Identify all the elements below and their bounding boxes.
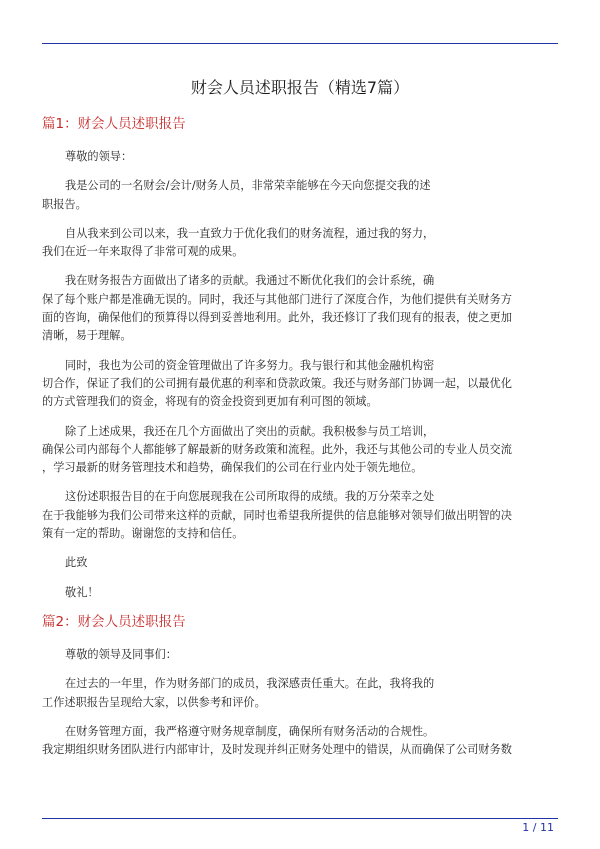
paragraph-line: 我是公司的一名财会/会计/财务人员，非常荣幸能够在今天向您提交我的述 [65, 179, 431, 193]
paragraph-line: 工作述职报告呈现给大家，以供参考和评价。 [42, 695, 266, 709]
paragraph-line: 同时，我也为公司的资金管理做出了许多努力。我与银行和其他金融机构密 [65, 358, 435, 372]
paragraph [42, 675, 558, 712]
paragraph-line: 除了上述成果，我还在几个方面做出了突出的贡献。我积极参与员工培训， [65, 424, 435, 438]
paragraph-line: 敬礼！ [65, 585, 99, 599]
paragraph [42, 423, 558, 478]
paragraph-line: ，学习最新的财务管理技术和趋势，确保我们的公司在行业内处于领先地位。 [42, 461, 423, 475]
paragraph-line: 清晰，易于理解。 [42, 329, 132, 343]
paragraph [42, 177, 558, 214]
paragraph [42, 225, 558, 262]
paragraph-line: 尊敬的领导及同事们： [65, 647, 177, 661]
paragraph-line: 保了每个账户都是准确无误的。同时，我还与其他部门进行了深度合作，为他们提供有关财务方 [42, 292, 512, 306]
paragraph-line: 自从我来到公司以来，我一直致力于优化我们的财务流程，通过我的努力， [65, 226, 435, 240]
paragraph [42, 584, 558, 602]
paragraph [42, 148, 558, 166]
paragraph [42, 554, 558, 572]
paragraph-line: 这份述职报告目的在于向您展现我在公司所取得的成绩。我的万分荣幸之处 [65, 490, 435, 504]
paragraph-line: 确保公司内部每个人都能够了解最新的财务政策和流程。此外，我还与其他公司的专业人员交流 [42, 442, 512, 456]
paragraph-line: 面的咨询，确保他们的预算得以得到妥善地利用。此外，我还修订了我们现有的报表，使之更加 [42, 311, 512, 325]
paragraph-line: 切合作，保证了我们的公司拥有最优惠的利率和贷款政策。我还与财务部门协调一起，以最优化 [42, 376, 512, 390]
paragraph [42, 488, 558, 543]
section-heading: 篇2：财会人员述职报告 [42, 613, 186, 630]
paragraph [42, 357, 558, 412]
paragraph-line: 职报告。 [42, 197, 87, 211]
paragraph-line: 的方式管理我们的资金，将现有的资金投资到更加有利可图的领域。 [42, 395, 378, 409]
document-title: 财会人员述职报告（精选7篇） [190, 78, 410, 97]
paragraph-line: 我定期组织财务团队进行内部审计，及时发现并纠正财务处理中的错误，从而确保了公司财务数 [42, 743, 512, 757]
paragraph-line: 在财务管理方面，我严格遵守财务规章制度，确保所有财务活动的合规性。 [65, 724, 435, 738]
page-number: 1 / 11 [522, 821, 554, 834]
paragraph [42, 272, 558, 345]
paragraph-line: 策有一定的帮助。谢谢您的支持和信任。 [42, 527, 244, 541]
paragraph-line: 我在财务报告方面做出了诸多的贡献。我通过不断优化我们的会计系统，确 [65, 274, 435, 288]
footer-rule [42, 818, 558, 819]
paragraph-line: 在于我能够为我们公司带来这样的贡献，同时也希望我所提供的信息能够对领导们做出明智的决 [42, 508, 512, 522]
header-rule [42, 43, 558, 44]
paragraph-line: 在过去的一年里，作为财务部门的成员，我深感责任重大。在此，我将我的 [65, 677, 435, 691]
paragraph-line: 尊敬的领导： [65, 150, 133, 163]
document-body [42, 115, 558, 770]
paragraph [42, 723, 558, 760]
paragraph [42, 646, 558, 664]
paragraph-line: 我们在近一年来取得了非常可观的成果。 [42, 245, 244, 259]
section-heading: 篇1：财会人员述职报告 [42, 116, 186, 132]
paragraph-line: 此致 [65, 556, 88, 570]
